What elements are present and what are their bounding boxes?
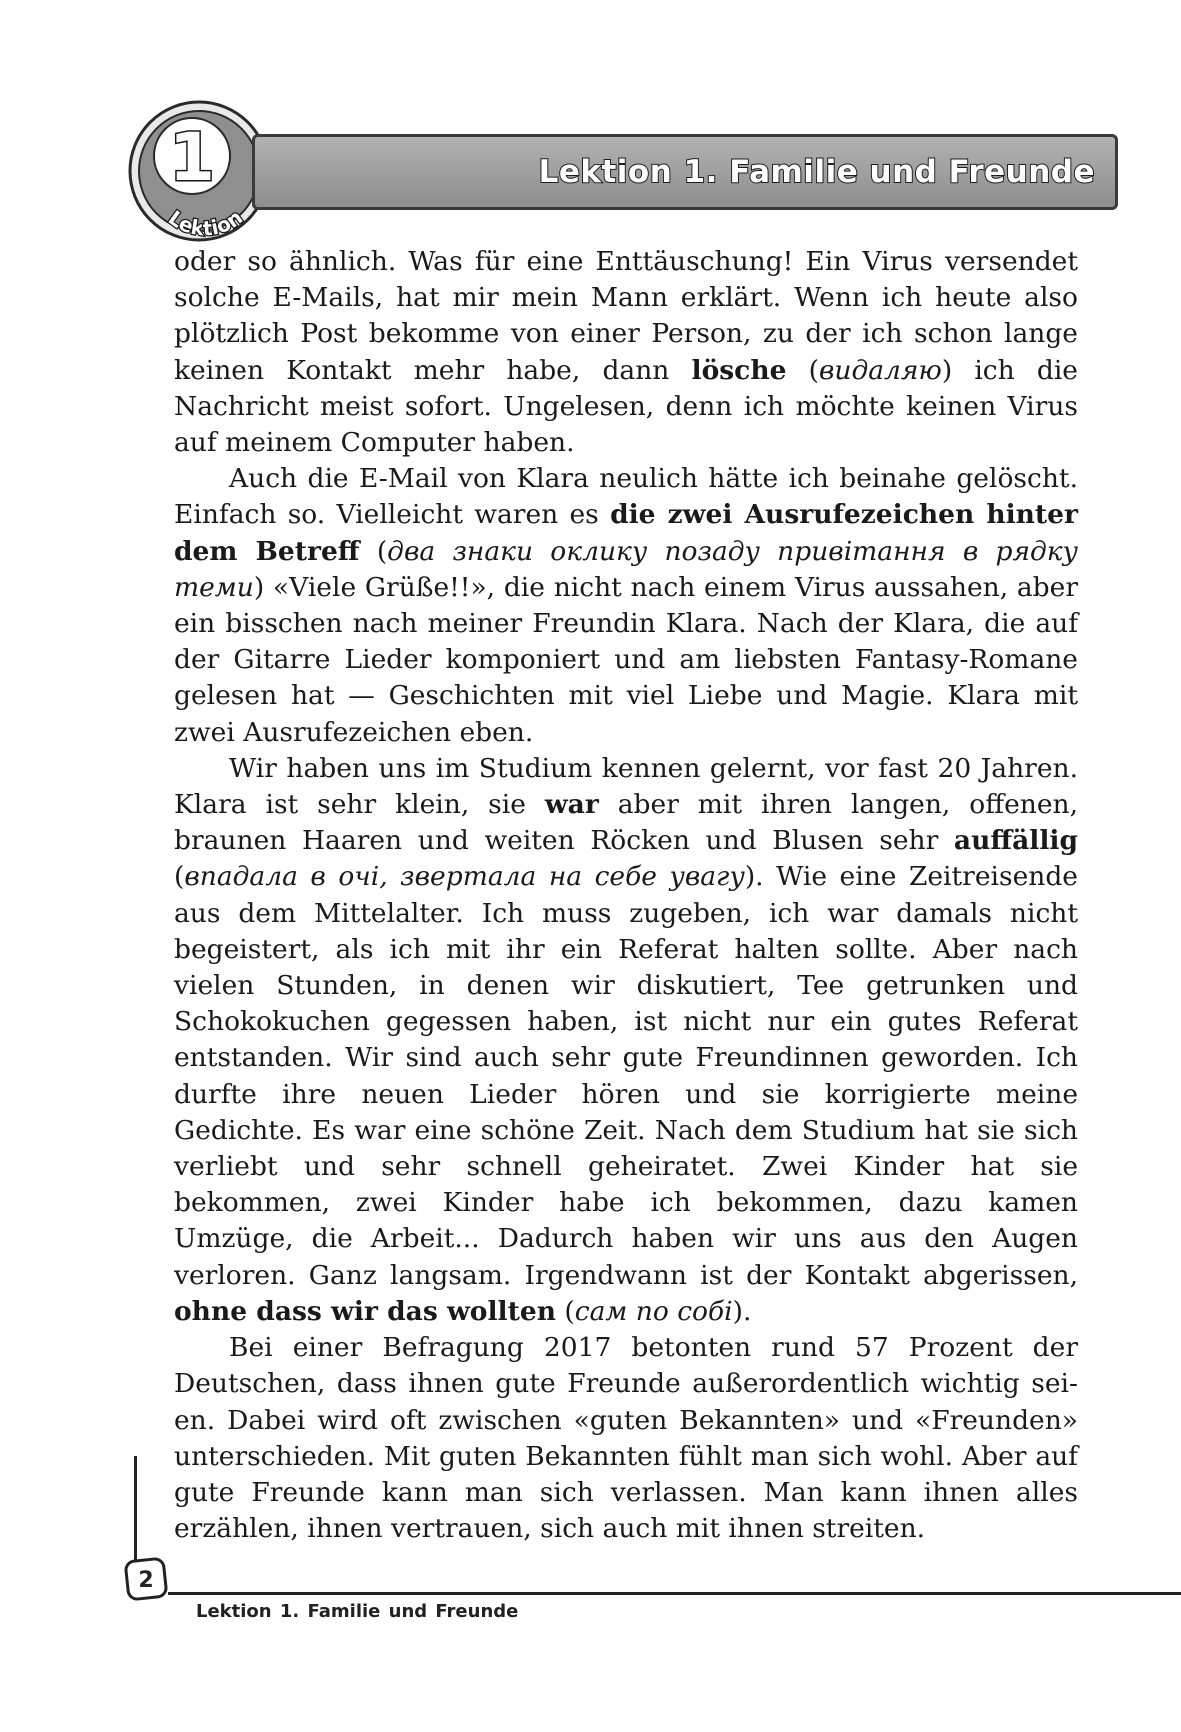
text-run: aber mit ihren langen, offenen, braunen Haaren und weiten Röcken und Blusen sehr (174, 789, 1078, 857)
vocab-term: war (544, 789, 599, 821)
vocab-term: ohne dass wir das wollten (174, 1295, 556, 1327)
paragraph-1 (174, 244, 1078, 461)
main-text (174, 244, 1078, 1547)
text-run: ( (555, 1295, 575, 1327)
lesson-number: 1 (169, 119, 215, 196)
paragraph-3 (174, 751, 1078, 1330)
text-run: Wir haben uns im Studium kennen gelernt, vor fast 20 Jahren. Klara ist sehr klein, sie (174, 752, 1078, 821)
text-run: ). (732, 1295, 752, 1327)
text-run: ) ich die Nachricht meist sofort. Ungelesen, denn ich möchte keinen Virus auf meinem Computer haben. (174, 354, 1078, 459)
vocab-term: lösche (691, 354, 787, 386)
text-run: oder so ähnlich. Was für eine Enttäuschung! Ein Virus versendet solche E-Mails, hat mir mein Mann erklärt. Wenn ich heute also plötzlich Post bekomme von einer Person, zu der ich schon lange keinen Kontakt mehr habe, dann (174, 246, 1078, 386)
footer-rule (168, 1592, 1181, 1595)
translation: два знаки оклику позаду привітання в рядку теми (174, 535, 1079, 603)
paragraph-2 (174, 461, 1078, 751)
running-title: Lektion 1. Familie und Freunde (196, 1601, 519, 1622)
paragraph-4 (174, 1330, 1078, 1547)
text-run: Bei einer Befragung 2017 betonten rund 57 Prozent der Deutschen, dass ihnen gute Freunde außerordentlich wichtig seien. Dabei wird oft zwischen «guten Bekannten» und «Freunden» unterschieden. Mit guten Bekannten fühlt man sich wohl. Aber auf gute Freunde kann man sich verlassen. Man kann ihnen alles erzählen, ihnen vertrauen, sich auch mit ihnen streiten. (174, 1332, 1078, 1545)
chapter-title: Lektion 1. Familie und Freunde (538, 154, 1095, 190)
vocab-term: auffällig (953, 825, 1078, 857)
page-number: 2 (138, 1568, 154, 1593)
text-run: ) «Viele Grüße!!», die nicht nach einem Virus aussahen, aber ein bisschen nach meiner Freundin Klara. Nach der Klara, die auf der Gitarre Lieder komponiert und am liebsten Fantasy-Romane gelesen hat — Geschichten mit viel Liebe und Magie. Klara mit zwei Ausrufezeichen eben. (174, 571, 1078, 748)
translation: видаляю (818, 354, 942, 386)
text-run: ( (359, 535, 388, 567)
vocab-term: die zwei Ausrufezeichen hinter dem Betreff (174, 499, 1078, 567)
translation: впадала в очі, звертала на себе увагу (184, 861, 745, 893)
text-run: ( (786, 354, 819, 386)
lesson-word: Lektion (164, 204, 247, 241)
text-run: ( (174, 861, 185, 893)
translation: сам по собі (574, 1295, 733, 1327)
chapter-header (252, 134, 1118, 210)
page-number-badge (124, 1557, 168, 1601)
text-run: ). Wie eine Zeitreisende aus dem Mittelalter. Ich muss zugeben, ich war damals nicht begeistert, als ich mit ihr ein Referat halten sollte. Aber nach vielen Stunden, in denen wir diskutiert, Tee getrunken und Schokokuchen gegessen haben, ist nicht nur ein gutes Referat entstanden. Wir sind auch sehr gute Freundinnen geworden. Ich durfte ihre neuen Lieder hören und sie korrigierte meine Gedichte. Es war eine schöne Zeit. Nach dem Studium hat sie sich verliebt und sehr schnell geheiratet. Zwei Kinder hat sie bekommen, zwei Kinder habe ich bekommen, dazu kamen Umzüge, die Arbeit... Dadurch haben wir uns aus den Augen verloren. Ganz langsam. Irgendwann ist der Kontakt abgerissen, (174, 861, 1078, 1291)
lesson-number-badge (128, 100, 270, 242)
text-run: Auch die E-Mail von Klara neulich hätte ich beinahe gelöscht. Einfach so. Vielleicht waren es (174, 463, 1078, 531)
